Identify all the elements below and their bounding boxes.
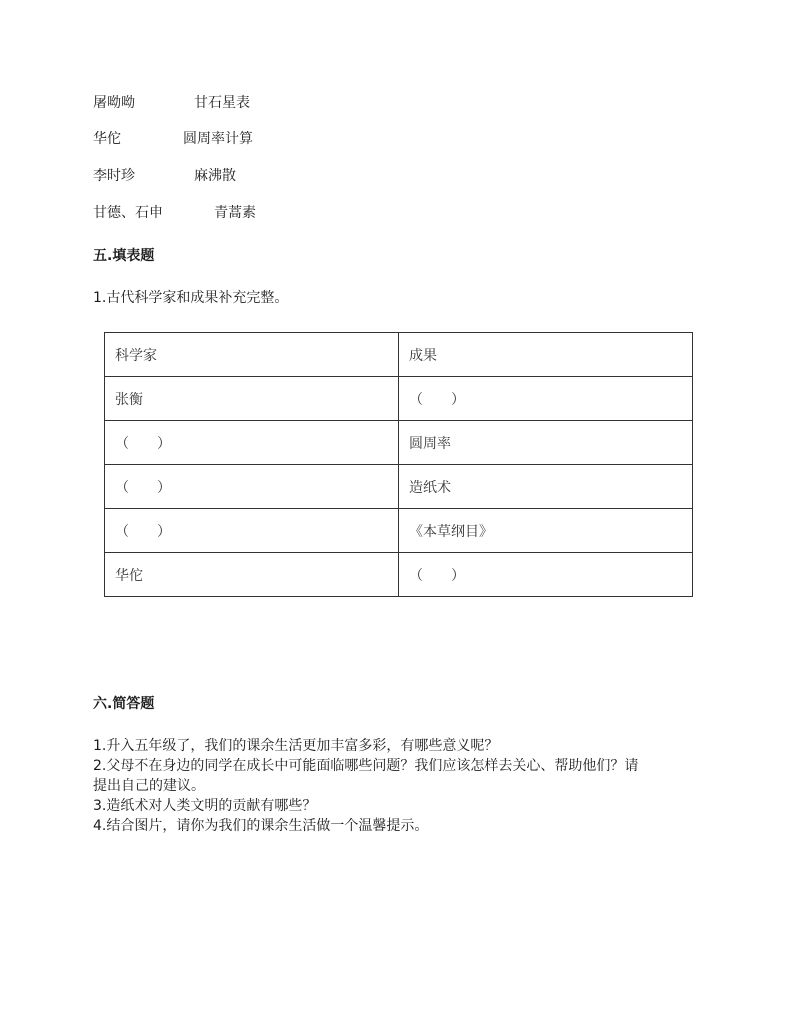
achievement-name: 青蒿素 xyxy=(214,205,256,221)
scientist-name: 华佗 xyxy=(93,131,121,147)
table-row xyxy=(105,465,693,509)
table-cell: 圆周率 xyxy=(399,421,693,465)
achievement-name: 圆周率计算 xyxy=(183,131,253,147)
achievement-name: 甘石星表 xyxy=(194,95,250,111)
scientist-achievement-table xyxy=(104,332,693,597)
table-cell: 华佗 xyxy=(105,553,399,597)
table-cell: （ ） xyxy=(105,465,399,509)
table-row xyxy=(105,421,693,465)
table-cell: （ ） xyxy=(399,553,693,597)
table-cell: 张衡 xyxy=(105,377,399,421)
table-row xyxy=(105,509,693,553)
question-line: 4.结合图片，请你为我们的课余生活做一个温馨提示。 xyxy=(93,818,429,834)
scientist-name: 屠呦呦 xyxy=(93,95,135,111)
fill-table-question: 1.古代科学家和成果补充完整。 xyxy=(93,290,289,306)
question-line: 3.造纸术对人类文明的贡献有哪些？ xyxy=(93,798,317,814)
scientist-name: 李时珍 xyxy=(93,168,135,184)
table-header-cell: 科学家 xyxy=(105,333,399,377)
section-title-short-answer: 六.简答题 xyxy=(93,696,155,712)
table-row xyxy=(105,377,693,421)
scientist-name: 甘德、石申 xyxy=(93,205,163,221)
table-cell: （ ） xyxy=(105,421,399,465)
table-cell: （ ） xyxy=(105,509,399,553)
table-cell: 《本草纲目》 xyxy=(399,509,693,553)
question-line: 2.父母不在身边的同学在成长中可能面临哪些问题？我们应该怎样去关心、帮助他们？请 xyxy=(93,758,639,774)
table-row xyxy=(105,553,693,597)
table-header-cell: 成果 xyxy=(399,333,693,377)
section-title-fill-table: 五.填表题 xyxy=(93,248,155,264)
question-line: 1.升入五年级了，我们的课余生活更加丰富多彩，有哪些意义呢？ xyxy=(93,738,499,754)
short-answer-questions xyxy=(93,736,713,836)
table-cell: （ ） xyxy=(399,377,693,421)
table-cell: 造纸术 xyxy=(399,465,693,509)
question-line: 提出自己的建议。 xyxy=(93,778,205,794)
achievement-name: 麻沸散 xyxy=(194,168,236,184)
table-header-row xyxy=(105,333,693,377)
